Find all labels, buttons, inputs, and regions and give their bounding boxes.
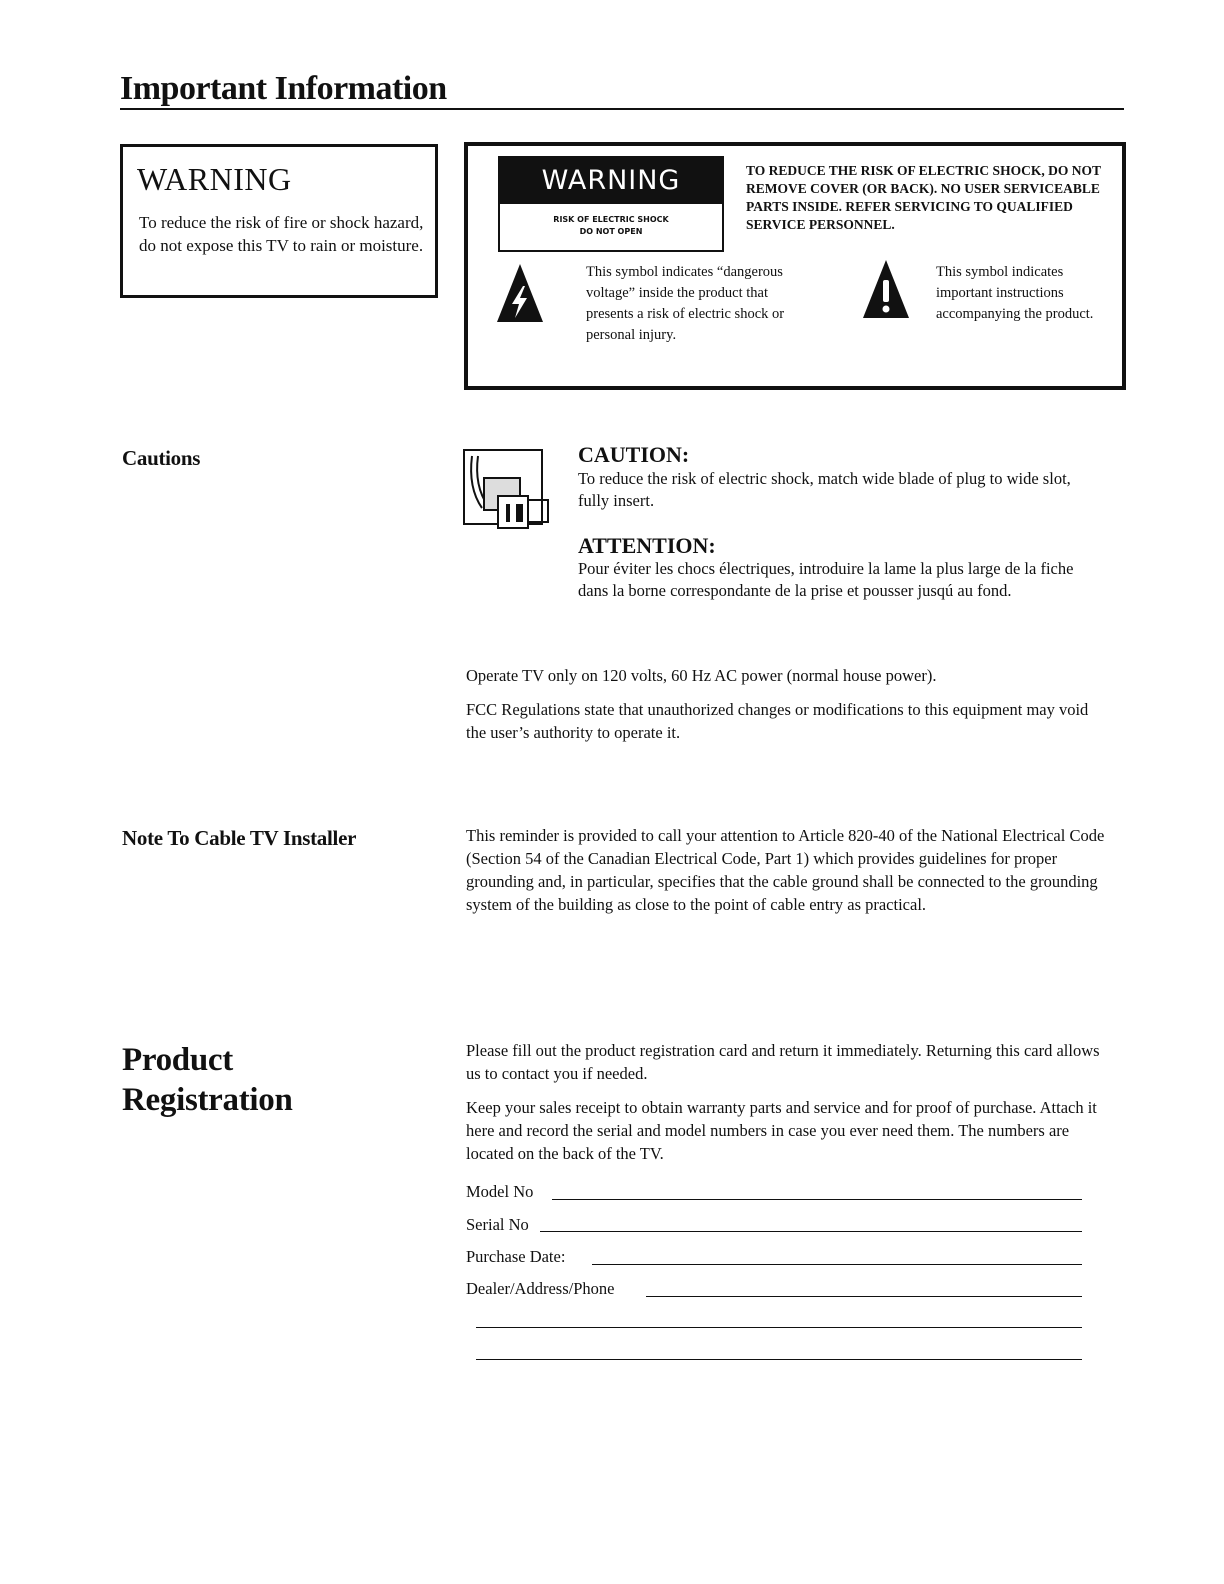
serial-number-label: Serial No bbox=[466, 1215, 529, 1234]
label-line-do-not-open: DO NOT OPEN bbox=[579, 227, 643, 236]
fire-shock-warning-box bbox=[120, 144, 438, 298]
product-registration-heading bbox=[122, 1040, 293, 1120]
dealer-extra-line-2[interactable] bbox=[476, 1359, 1082, 1360]
dealer-address-phone-line[interactable] bbox=[646, 1296, 1082, 1297]
purchase-date-line[interactable] bbox=[592, 1264, 1082, 1265]
registration-heading-line1: Product bbox=[122, 1042, 233, 1078]
attention-text: Pour éviter les chocs électriques, introduire la lame la plus large de la fiche dans la borne correspondante de la prise et pousser jusqú au fond. bbox=[578, 559, 1074, 600]
warning-label-card bbox=[498, 156, 724, 252]
purchase-date-label: Purchase Date: bbox=[466, 1247, 566, 1266]
cable-installer-text: This reminder is provided to call your attention to Article 820-40 of the National Electrical Code (Section 54 of the Canadian Electrical Code, Part 1) which provides guidelines for proper grounding and, in particular, specifies that the cable ground shall be connected to the grounding system of the building as close to the point of cable entry as practical. bbox=[466, 826, 1105, 914]
dealer-address-phone-label: Dealer/Address/Phone bbox=[466, 1279, 615, 1298]
warning-label-subtext bbox=[500, 214, 722, 238]
registration-heading-line2: Registration bbox=[122, 1082, 293, 1118]
serial-number-line[interactable] bbox=[540, 1231, 1082, 1232]
voltage-symbol-text: This symbol indicates “dangerous voltage” inside the product that presents a risk of electric shock or personal injury. bbox=[586, 264, 785, 343]
title-rule bbox=[120, 108, 1124, 110]
power-requirement-text: Operate TV only on 120 volts, 60 Hz AC power (normal house power). bbox=[466, 666, 937, 685]
model-number-label: Model No bbox=[466, 1182, 534, 1201]
lightning-triangle-icon bbox=[496, 262, 544, 324]
model-number-line[interactable] bbox=[552, 1199, 1082, 1200]
electric-shock-warning-box bbox=[464, 142, 1126, 390]
warning-text: To reduce the risk of fire or shock hazard, do not expose this TV to rain or moisture. bbox=[139, 213, 424, 255]
caution-heading: CAUTION: bbox=[578, 442, 690, 467]
polarized-plug-icon bbox=[462, 448, 554, 532]
exclamation-triangle-icon bbox=[862, 258, 910, 320]
fcc-regulations-text: FCC Regulations state that unauthorized changes or modifications to this equipment may void the user’s authority to operate it. bbox=[466, 700, 1089, 742]
warning-label-banner: WARNING bbox=[500, 158, 722, 204]
cable-installer-heading: Note To Cable TV Installer bbox=[122, 826, 357, 850]
instructions-symbol-text: This symbol indicates important instructions accompanying the product. bbox=[936, 264, 1094, 322]
dealer-extra-line-1[interactable] bbox=[476, 1327, 1082, 1328]
shock-notice-text: TO REDUCE THE RISK OF ELECTRIC SHOCK, DO NOT REMOVE COVER (OR BACK). NO USER SERVICEABLE PARTS INSIDE. REFER SERVICING TO QUALIFIED SERVICE PERSONNEL. bbox=[746, 163, 1101, 232]
warning-heading: WARNING bbox=[137, 161, 292, 197]
page-title: Important Information bbox=[120, 70, 447, 107]
attention-heading: ATTENTION: bbox=[578, 533, 716, 558]
registration-card-text: Please fill out the product registration card and return it immediately. Returning this card allows us to contact you if needed. bbox=[466, 1041, 1100, 1083]
label-line-risk: RISK OF ELECTRIC SHOCK bbox=[553, 215, 669, 224]
caution-text: To reduce the risk of electric shock, match wide blade of plug to wide slot, fully insert. bbox=[578, 469, 1071, 510]
cautions-heading: Cautions bbox=[122, 446, 201, 470]
sales-receipt-text: Keep your sales receipt to obtain warranty parts and service and for proof of purchase. Attach it here and record the serial and model numbers in case you ever need them. The numbers are located on the back of the TV. bbox=[466, 1098, 1097, 1163]
